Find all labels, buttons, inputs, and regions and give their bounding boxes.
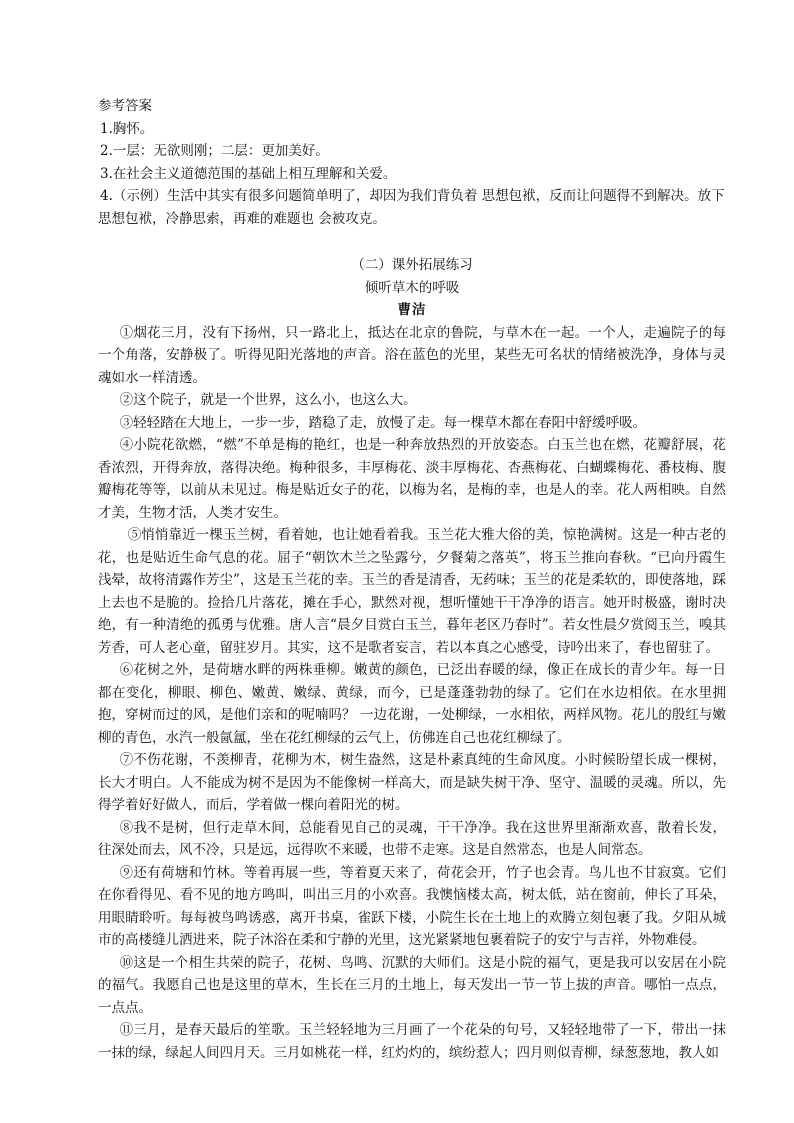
paragraph-2: ②这个院子，就是一个世界，这么小，也这么大。 xyxy=(119,392,417,408)
paragraph-5: ⑤悄悄靠近一棵玉兰树，看着她，也让她看着我。玉兰花大雅大俗的美，惊艳满树。这是一种古老的花，也是贴近生命气息的花。屈子“朝饮木兰之坠露兮，夕餐菊之落英”，将玉兰推向春秋。“已向丹霞生浅晕，故将清露作芳尘”，这是玉兰花的幸。玉兰的香是清香，无药味；玉兰的花是柔软的，即使落地，踩上去也不是脆的。捡拾几片落花，摊在手心，默然对视，想听懂她干干净净的语言。她开时极盛，谢时决绝，有一种清绝的孤勇与优雅。唐人言“晨夕目赏白玉兰，暮年老区乃春时”。若女性晨夕赏阅玉兰，嗅其芳香，可人老心童，留驻岁月。其实，这不是歌者妄言，若以本真之心感受，诗吟出来了，春也留驻了。 xyxy=(98,527,726,656)
paragraph-8: ⑧我不是树，但行走草木间，总能看见自己的灵魂，干干净净。我在这世界里渐渐欢喜，散着长发，往深处而去，风不冷，只是远，远得吹不来暖，也带不走寒。这是自然常态，也是人间常态。 xyxy=(98,819,726,858)
document-page xyxy=(98,95,726,1064)
answer-item-4: 4.（示例）生活中其实有很多问题简单明了，却因为我们背负着 思想包袱，反而让问题得不到解决。放下思想包袱，冷静思索，再难的难题也 会被攻克。 xyxy=(98,188,725,227)
article-author: 曹洁 xyxy=(397,302,427,318)
answer-item-1: 1.胸怀。 xyxy=(100,120,154,137)
paragraph-3: ③轻轻踏在大地上，一步一步，踏稳了走，放慢了走。每一棵草木都在春阳中舒缓呼吸。 xyxy=(119,414,647,431)
paragraph-7: ⑦不伤花谢，不羡柳青，花柳为木，树生盎然，这是朴素真纯的生命风度。小时候盼望长成一棵树，长大才明白。人不能成为树不是因为不能像树一样高大，而是缺失树干净、坚守、温暖的灵魂。所以，先得学着好好做人，而后，学着做一棵向着阳光的树。 xyxy=(98,752,726,813)
spacer xyxy=(98,230,726,254)
paragraph-9: ⑨还有荷塘和竹林。等着再展一些，等着夏天来了，荷花会开，竹子也会青。鸟儿也不甘寂寞。它们在你看得见、看不见的地方鸣叫，叫出三月的小欢喜。我懊恼楼太高，树太低，站在窗前，伸长了耳朵，用眼睛聆听。每每被鸟鸣诱惑，离开书桌，雀跃下楼，小院生长在土地上的欢腾立刻包裹了我。夕阳从城市的高楼缝儿洒进来，院子沐浴在柔和宁静的光里，这光紧紧地包裹着院子的安宁与吉祥，外物难侵。 xyxy=(98,864,726,948)
answers-title: 参考答案 xyxy=(98,98,152,114)
answer-item-2: 2.一层：无欲则刚；二层：更加美好。 xyxy=(100,143,329,159)
paragraph-1: ①烟花三月，没有下扬州，只一路北上，抵达在北京的鲁院，与草木在一起。一个人，走遍院子的每一个角落，安静极了。听得见阳光落地的声音。浴在蓝色的光里，某些无可名状的情绪被洗净，身体与灵魂如水一样清透。 xyxy=(98,324,726,386)
paragraph-4: ④小院花欲燃，“燃”不单是梅的艳红，也是一种奔放热烈的开放姿态。白玉兰也在燃，花瓣舒展，花香浓烈，开得奔放，落得决绝。梅种很多，丰厚梅花、淡丰厚梅花、杏燕梅花、白蝴蝶梅花、番枝梅、腹瓣梅花等等，以前从未见过。梅是贴近女子的花，以梅为名，是梅的幸，也是人的幸。花人两相映。自然才美，生物才活，人类才安生。 xyxy=(98,437,726,521)
section-heading: （二）课外拓展练习 xyxy=(351,257,473,273)
paragraph-10: ⑩这是一个相生共荣的院子，花树、鸟鸣、沉默的大师们。这是小院的福气，更是我可以安居在小院的福气。我愿自己也是这里的草木，生长在三月的土地上，每天发出一节一节上拔的声音。哪怕一点点，一点点。 xyxy=(98,954,726,1016)
article-title: 倾听草木的呼吸 xyxy=(364,279,460,296)
paragraph-6: ⑥花树之外，是荷塘水畔的两株垂柳。嫩黄的颜色，已泛出春暖的绿，像正在成长的青少年。每一日都在变化，柳眼、柳色、嫩黄、嫩绿、黄绿，而今，已是蓬蓬勃勃的绿了。它们在水边相依。在水里拥抱，穿树而过的风，是他们亲和的呢喃吗？ 一边花谢，一处柳绿，一水相依，两样风物。花儿的殷红与嫩柳的青色，水汽一般氤氲，坐在花红柳绿的云气上，仿佛连自己也花红柳绿了。 xyxy=(98,662,726,746)
answer-item-3: 3.在社会主义道德范围的基础上相互理解和关爱。 xyxy=(100,165,397,182)
paragraph-11: ⑪三月，是春天最后的笙歌。玉兰轻轻地为三月画了一个花朵的句号，又轻轻地带了一下，带出一抹一抹的绿，绿起人间四月天。三月如桃花一样，红灼灼的，缤纷惹人；四月则似青柳，绿葱葱地，教人如 xyxy=(98,1022,726,1061)
